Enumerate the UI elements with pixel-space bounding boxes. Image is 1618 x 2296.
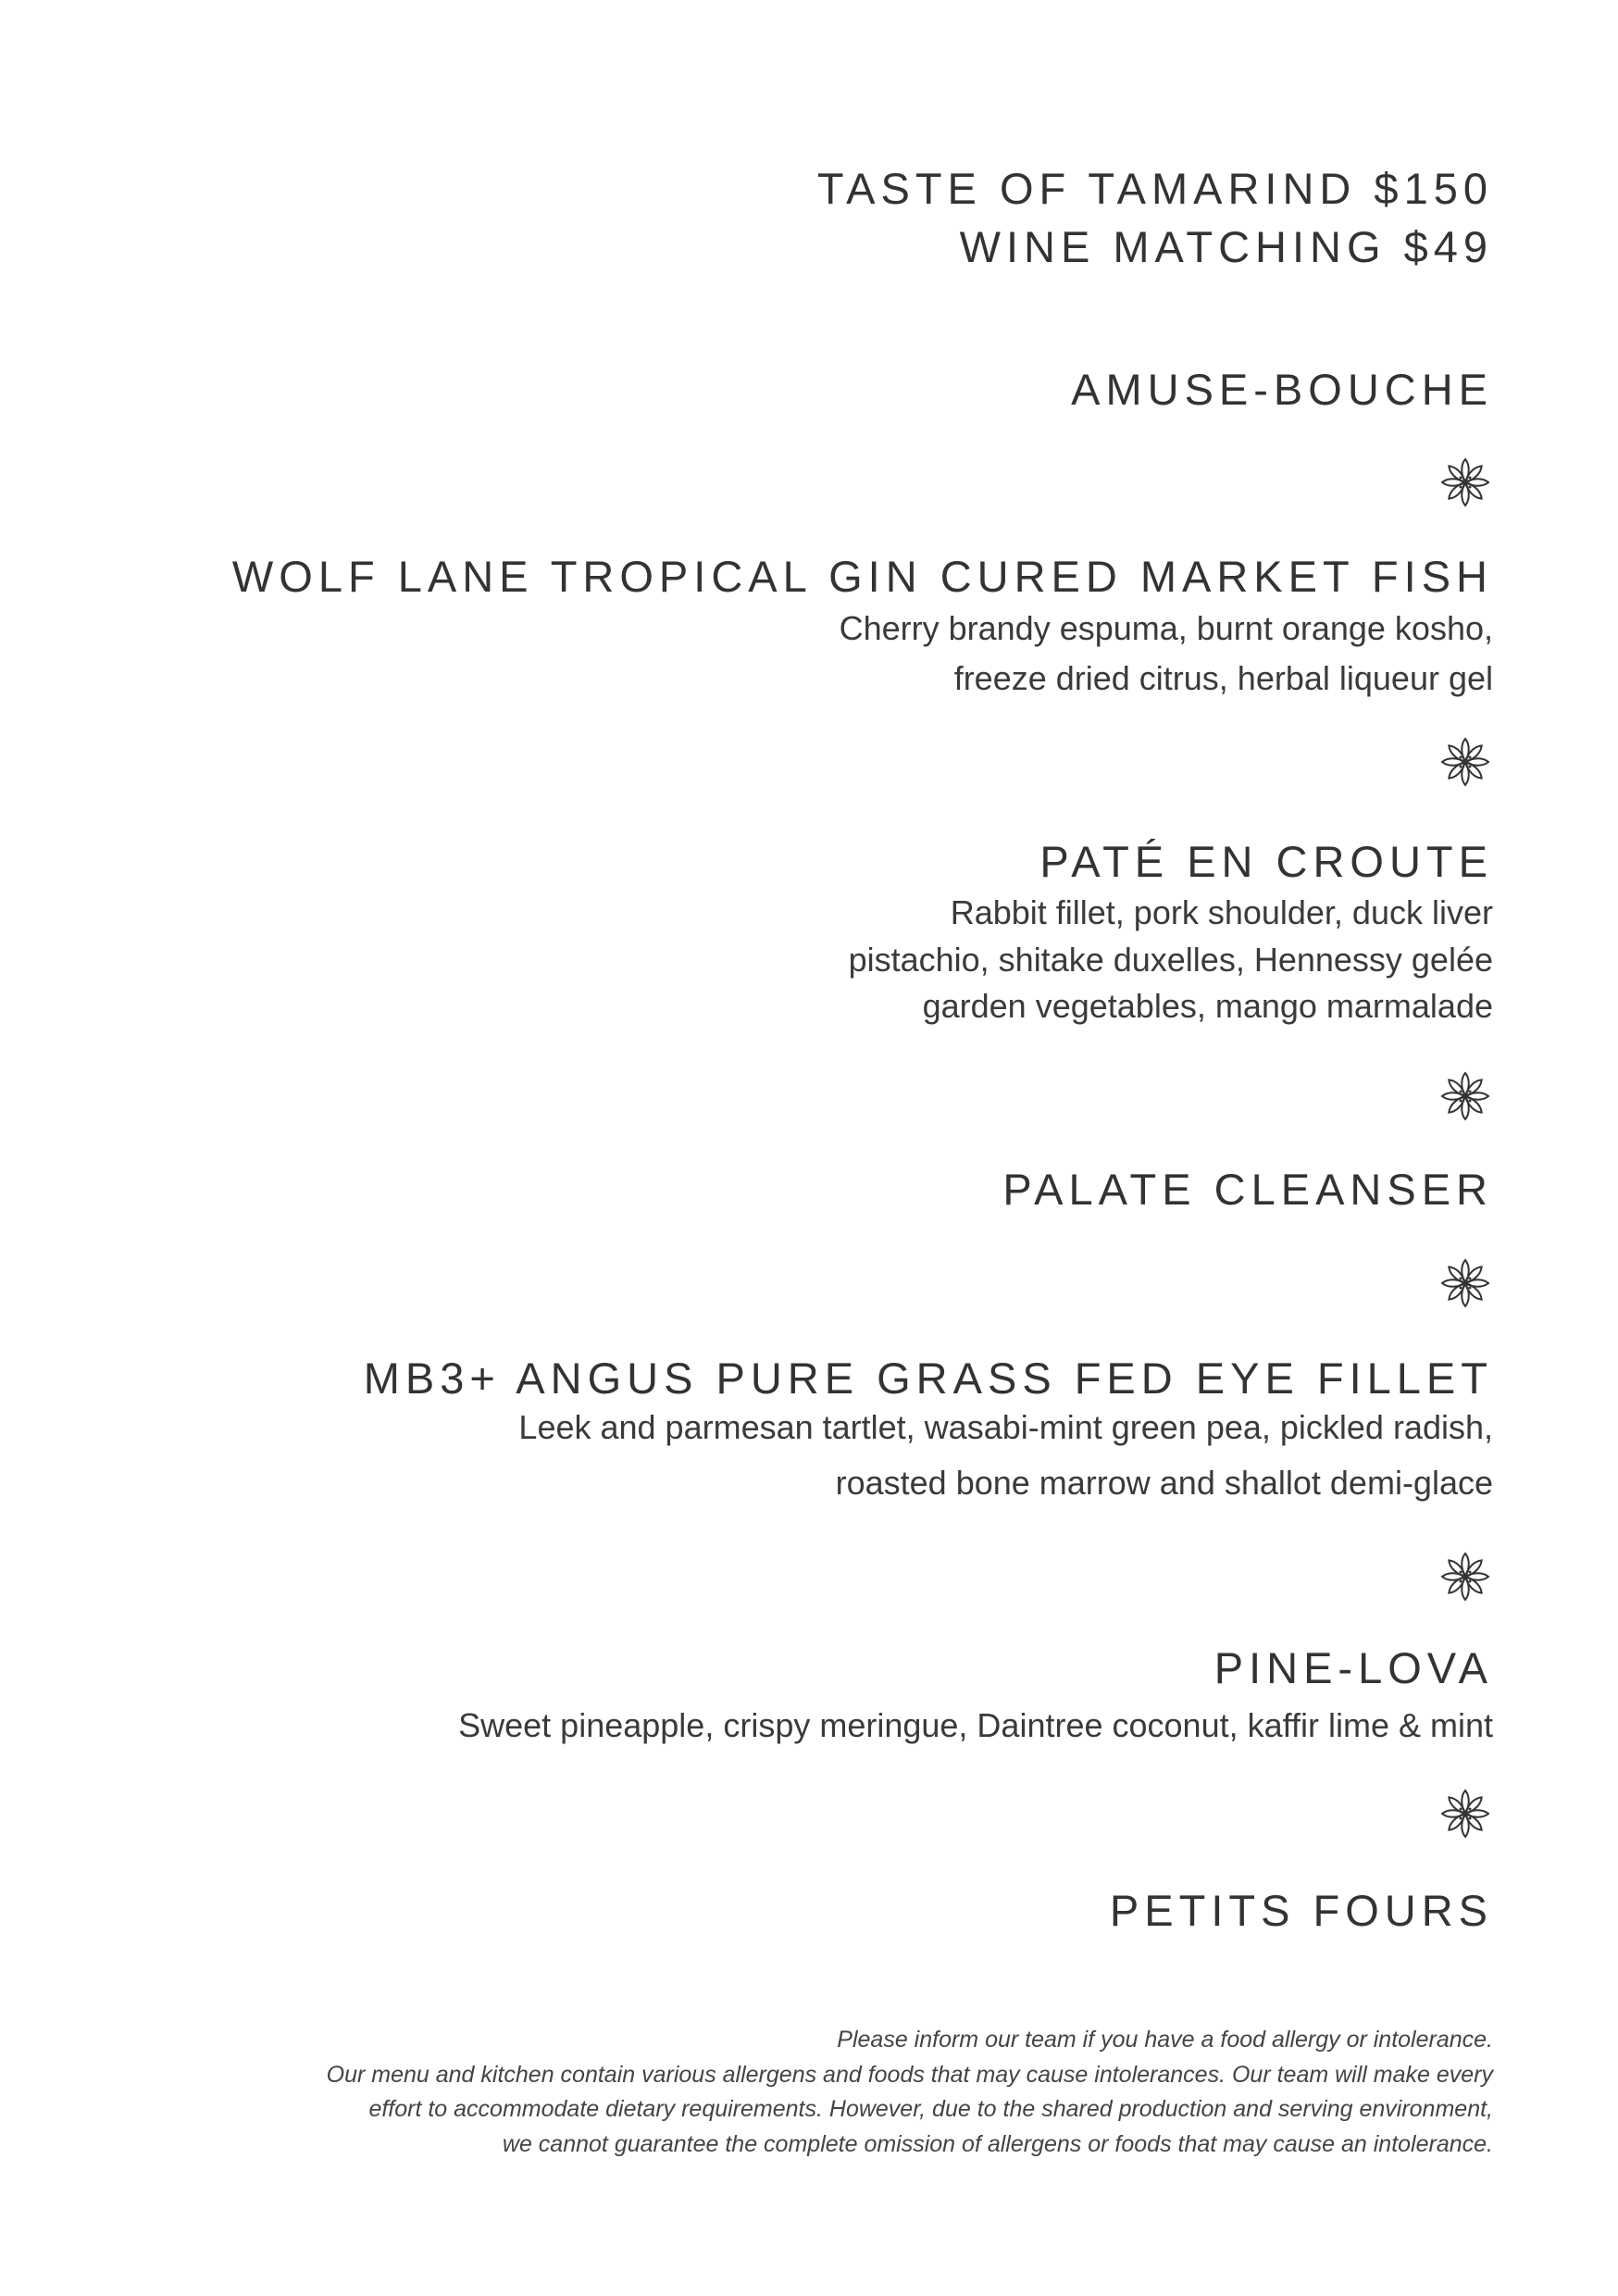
- course-title: PATÉ EN CROUTE: [1039, 837, 1493, 886]
- flower-ornament-icon: [1440, 1258, 1490, 1308]
- allergy-notice: we cannot guarantee the complete omission of allergens or foods that may cause an intolerance.: [502, 2131, 1493, 2157]
- menu-title: TASTE OF TAMARIND $150: [816, 164, 1493, 213]
- course-description: Cherry brandy espuma, burnt orange kosho,: [839, 609, 1493, 647]
- flower-ornament-icon: [1440, 1789, 1490, 1839]
- course-title: PALATE CLEANSER: [1002, 1165, 1493, 1214]
- course-title: PETITS FOURS: [1109, 1886, 1493, 1935]
- course-description: freeze dried citrus, herbal liqueur gel: [953, 659, 1493, 697]
- flower-ornament-icon: [1440, 1071, 1490, 1121]
- course-description: garden vegetables, mango marmalade: [922, 987, 1493, 1025]
- allergy-notice: Our menu and kitchen contain various allergens and foods that may cause intolerances. Our team will make every: [326, 2062, 1493, 2088]
- flower-ornament-icon: [1440, 737, 1490, 787]
- allergy-notice: effort to accommodate dietary requirements. However, due to the shared production and serving environment,: [368, 2096, 1493, 2122]
- flower-ornament-icon: [1440, 1552, 1490, 1602]
- course-title: MB3+ ANGUS PURE GRASS FED EYE FILLET: [363, 1354, 1493, 1403]
- allergy-notice: Please inform our team if you have a food allergy or intolerance.: [837, 2027, 1493, 2053]
- flower-ornament-icon: [1440, 457, 1490, 507]
- course-description: pistachio, shitake duxelles, Hennessy gelée: [848, 941, 1493, 979]
- course-title: PINE-LOVA: [1214, 1643, 1493, 1692]
- course-title: AMUSE-BOUCHE: [1071, 365, 1493, 414]
- course-description: Sweet pineapple, crispy meringue, Daintree coconut, kaffir lime & mint: [458, 1706, 1493, 1744]
- course-description: roasted bone marrow and shallot demi-glace: [835, 1464, 1493, 1502]
- wine-matching: WINE MATCHING $49: [959, 222, 1493, 271]
- course-title: WOLF LANE TROPICAL GIN CURED MARKET FISH: [231, 552, 1493, 601]
- course-description: Rabbit fillet, pork shoulder, duck liver: [950, 893, 1493, 931]
- course-description: Leek and parmesan tartlet, wasabi-mint green pea, pickled radish,: [518, 1408, 1493, 1446]
